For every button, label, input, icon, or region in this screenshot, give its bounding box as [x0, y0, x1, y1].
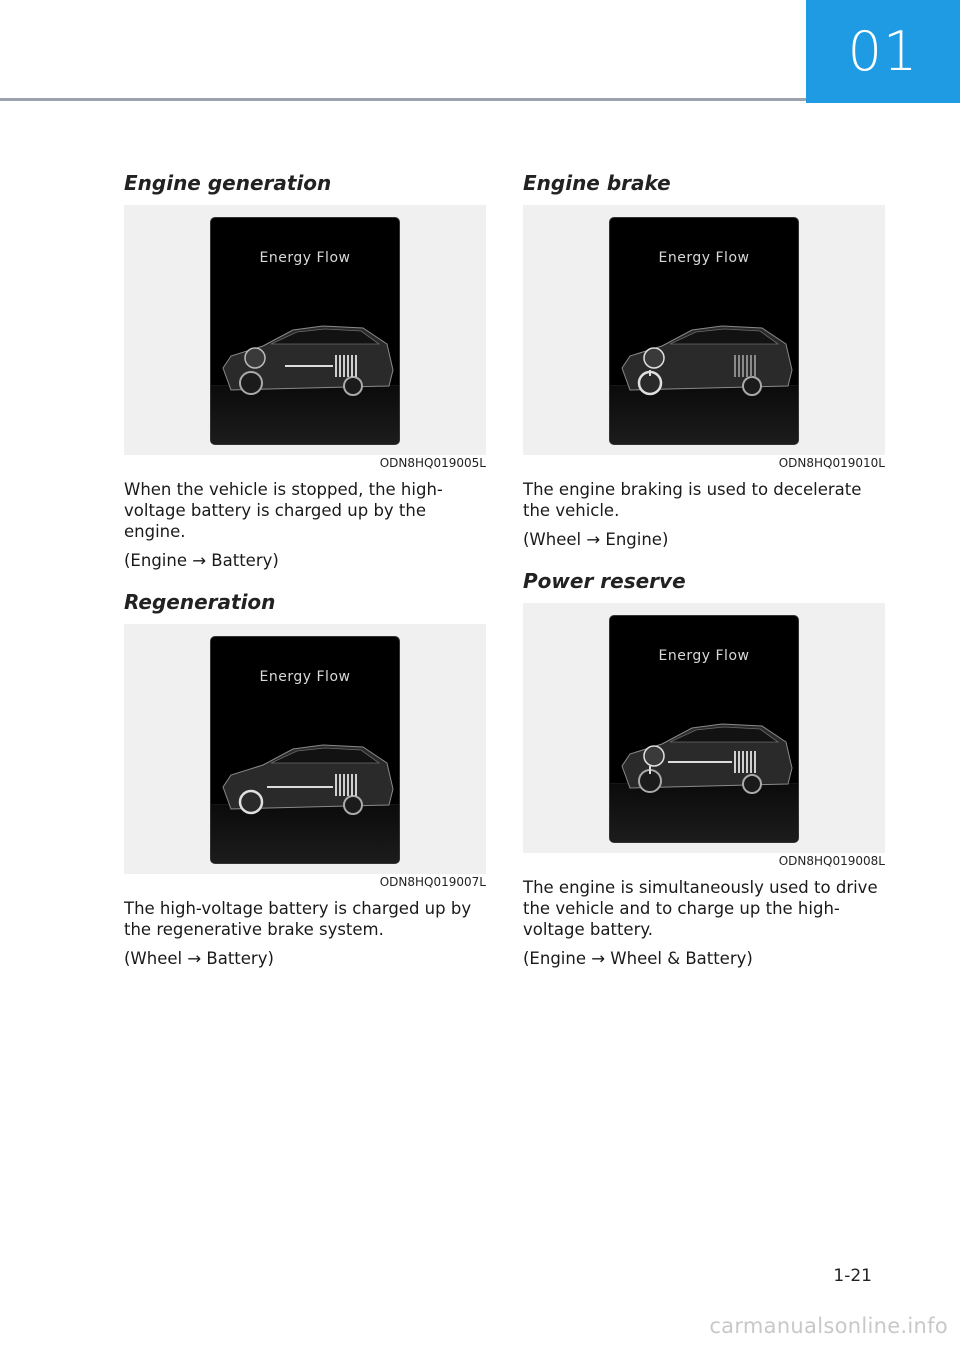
section-engine-brake [523, 170, 885, 550]
car-illustration [211, 637, 399, 863]
flow-description: (Engine → Battery) [124, 551, 279, 570]
section-engine-generation [124, 170, 486, 571]
car-illustration [211, 218, 399, 444]
flow-description: (Wheel → Engine) [523, 530, 669, 549]
flow-description: (Wheel → Battery) [124, 949, 274, 968]
energy-flow-screen [609, 615, 799, 843]
section-body: When the vehicle is stopped, the high-voltage battery is charged up by the engine. [124, 480, 443, 541]
rear-wheel-icon [743, 775, 761, 793]
section-title: Regeneration [124, 590, 276, 614]
front-wheel-icon [240, 372, 262, 394]
car-illustration [610, 218, 798, 444]
screen-title: Energy Flow [259, 250, 351, 266]
figure-code: ODN8HQ019005L [379, 456, 486, 470]
energy-flow-screen [210, 636, 400, 864]
chapter-number: 01 [847, 20, 919, 83]
screen-title: Energy Flow [259, 669, 351, 685]
chapter-tab [806, 0, 960, 103]
section-title: Engine generation [124, 171, 332, 195]
rear-wheel-icon [743, 377, 761, 395]
section-title: Engine brake [523, 171, 671, 195]
energy-flow-figure [124, 205, 486, 455]
page-number: 1-21 [833, 1266, 872, 1286]
left-column [124, 170, 486, 987]
front-wheel-icon [240, 791, 262, 813]
energy-flow-figure [124, 624, 486, 874]
flow-description: (Engine → Wheel & Battery) [523, 949, 753, 968]
section-title: Power reserve [523, 569, 686, 593]
energy-flow-figure [523, 603, 885, 853]
figure-code: ODN8HQ019007L [379, 875, 486, 889]
car-illustration [610, 616, 798, 842]
engine-icon [644, 746, 664, 766]
rear-wheel-icon [344, 377, 362, 395]
figure-code: ODN8HQ019010L [778, 456, 885, 470]
section-power-reserve [523, 568, 885, 969]
energy-flow-screen [210, 217, 400, 445]
screen-title: Energy Flow [658, 648, 750, 664]
right-column [523, 170, 885, 987]
engine-icon [245, 348, 265, 368]
rear-wheel-icon [344, 796, 362, 814]
figure-code: ODN8HQ019008L [778, 854, 885, 868]
watermark: carmanualsonline.info [709, 1314, 948, 1338]
section-body: The engine is simultaneously used to drive the vehicle and to charge up the high-voltage battery. [523, 878, 878, 939]
screen-title: Energy Flow [658, 250, 750, 266]
section-body: The engine braking is used to decelerate the vehicle. [523, 480, 862, 520]
section-body: The high-voltage battery is charged up by the regenerative brake system. [124, 899, 472, 939]
section-regeneration [124, 589, 486, 969]
header-rule [0, 98, 806, 101]
engine-icon [644, 348, 664, 368]
energy-flow-figure [523, 205, 885, 455]
energy-flow-screen [609, 217, 799, 445]
